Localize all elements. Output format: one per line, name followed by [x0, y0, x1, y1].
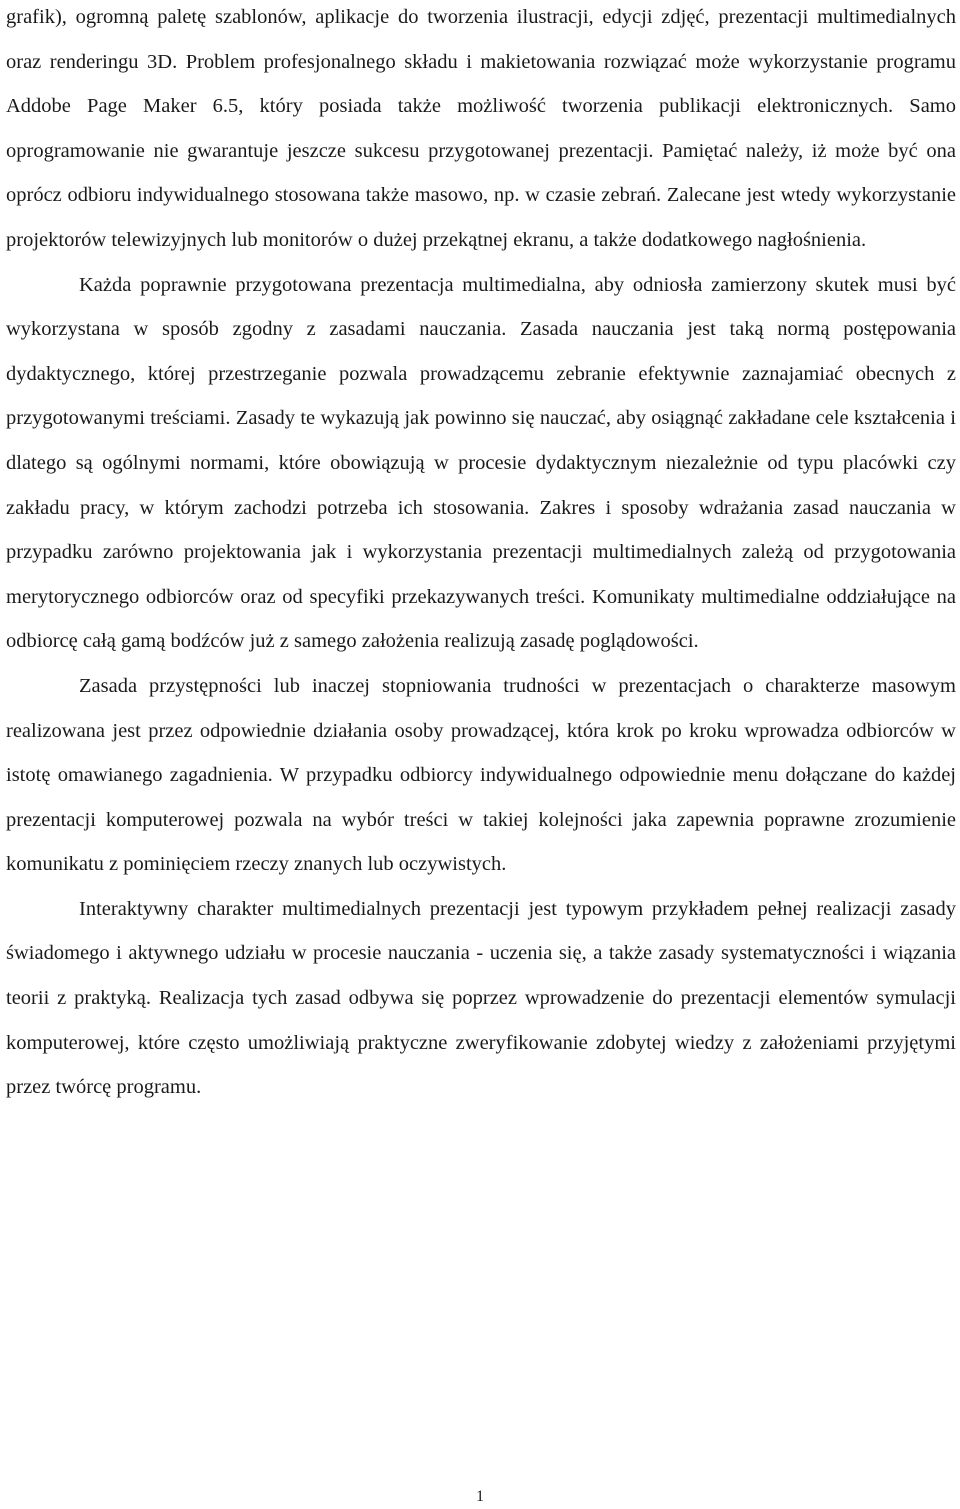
- paragraph: Interaktywny charakter multimedialnych prezentacji jest typowym przykładem pełnej realizacji zasady świadomego i aktywnego udziału w procesie nauczania - uczenia się, a także zasady systematyczności i wiązania teorii z praktyką. Realizacja tych zasad odbywa się poprzez wprowadzenie do prezentacji elementów symulacji komputerowej, które często umożliwiają praktyczne zweryfikowanie zdobytej wiedzy z założeniami przyjętymi przez twórcę programu.: [6, 897, 956, 1099]
- paragraph: grafik), ogromną paletę szablonów, aplikacje do tworzenia ilustracji, edycji zdjęć, prezentacji multimedialnych oraz renderingu 3D. Problem profesjonalnego składu i makietowania rozwiązać może wykorzystanie programu Addobe Page Maker 6.5, który posiada także możliwość tworzenia publikacji elektronicznych. Samo oprogramowanie nie gwarantuje jeszcze sukcesu przygotowanej prezentacji. Pamiętać należy, iż może być ona oprócz odbioru indywidualnego stosowana także masowo, np. w czasie zebrań. Zalecane jest wtedy wykorzystanie projektorów telewizyjnych lub monitorów o dużej przekątnej ekranu, a także dodatkowego nagłośnienia.: [6, 6, 956, 251]
- paragraph: Każda poprawnie przygotowana prezentacja multimedialna, aby odniosła zamierzony skutek musi być wykorzystana w sposób zgodny z zasadami nauczania. Zasada nauczania jest taką normą postępowania dydaktycznego, której przestrzeganie pozwala prowadzącemu zebranie efektywnie zaznajamiać obecnych z przygotowanymi treściami. Zasady te wykazują jak powinno się nauczać, aby osiągnąć zakładane cele kształcenia i dlatego są ogólnymi normami, które obowiązują w procesie dydaktycznym niezależnie od typu placówki czy zakładu pracy, w którym zachodzi potrzeba ich stosowania. Zakres i sposoby wdrażania zasad nauczania w przypadku zarówno projektowania jak i wykorzystania prezentacji multimedialnych zależą od przygotowania merytorycznego odbiorców oraz od specyfiki przekazywanych treści. Komunikaty multimedialne oddziałujące na odbiorcę całą gamą bodźców już z samego założenia realizują zasadę poglądowości.: [6, 273, 956, 653]
- page-number: 1: [476, 1488, 484, 1505]
- document-body: [6, 0, 956, 1110]
- paragraph: Zasada przystępności lub inaczej stopniowania trudności w prezentacjach o charakterze masowym realizowana jest przez odpowiednie działania osoby prowadzącej, która krok po kroku wprowadza odbiorców w istotę omawianego zagadnienia. W przypadku odbiorcy indywidualnego odpowiednie menu dołączane do każdej prezentacji komputerowej pozwala na wybór treści w takiej kolejności jaka zapewnia poprawne zrozumienie komunikatu z pominięciem rzeczy znanych lub oczywistych.: [6, 674, 956, 876]
